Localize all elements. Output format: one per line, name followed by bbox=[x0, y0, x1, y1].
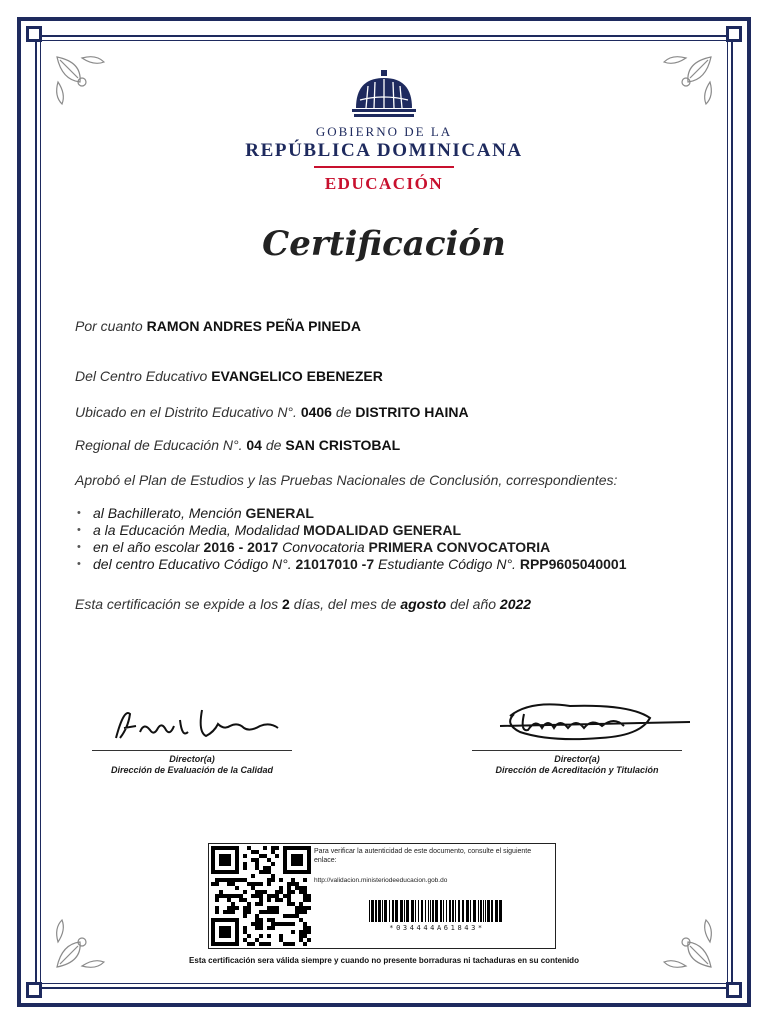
expide-label: Esta certificación se expide a los bbox=[75, 596, 279, 612]
distrito-number: 0406 bbox=[300, 404, 332, 420]
gobierno-label: GOBIERNO DE LA bbox=[315, 124, 453, 139]
education-label: EDUCACIÓN bbox=[324, 174, 444, 193]
left-signer-role: Director(a) bbox=[169, 754, 215, 764]
convocatoria-value: PRIMERA CONVOCATORIA bbox=[368, 539, 551, 555]
left-signature-icon bbox=[110, 702, 290, 746]
por-cuanto-line bbox=[75, 318, 361, 334]
certificate-title: Certificación bbox=[262, 224, 506, 264]
left-signer-department: Dirección de Evaluación de la Calidad bbox=[110, 765, 274, 775]
aprobo-line bbox=[75, 472, 617, 488]
issue-day: 2 bbox=[282, 596, 290, 612]
corner-square-tl bbox=[26, 26, 42, 42]
student-name: RAMON ANDRES PEÑA PINEDA bbox=[146, 318, 362, 334]
regional-label: Regional de Educación N°. bbox=[75, 437, 243, 453]
validity-note: Esta certificación sera válida siempre y cuando no presente borraduras ni tachaduras en su contenido bbox=[189, 956, 579, 965]
corner-square-bl bbox=[26, 982, 42, 998]
study-details-list bbox=[75, 505, 626, 573]
expide-month-label: días, del mes de bbox=[293, 596, 397, 612]
republica-label: REPÚBLICA DOMINICANA bbox=[245, 140, 523, 161]
corner-square-br bbox=[726, 982, 742, 998]
center-code-label: del centro Educativo Código N°. bbox=[93, 556, 292, 572]
right-signer-role: Director(a) bbox=[554, 754, 600, 764]
distrito-line bbox=[75, 404, 469, 420]
school-year-value: 2016 - 2017 bbox=[203, 539, 279, 555]
issue-year: 2022 bbox=[499, 596, 532, 612]
bachillerato-label: al Bachillerato, Mención bbox=[93, 505, 242, 521]
school-year-label: en el año escolar bbox=[93, 539, 200, 555]
de-label: de bbox=[335, 404, 352, 420]
distrito-label: Ubicado en el Distrito Educativo N°. bbox=[75, 404, 297, 420]
dome-seal-icon bbox=[350, 68, 418, 120]
por-cuanto-label: Por cuanto bbox=[75, 318, 143, 334]
corner-square-tr bbox=[726, 26, 742, 42]
mencion-value: GENERAL bbox=[245, 505, 314, 521]
centro-line bbox=[75, 368, 383, 384]
list-item bbox=[93, 539, 626, 556]
barcode-number: *034444A61843* bbox=[389, 924, 485, 932]
verification-instructions: Para verificar la autenticidad de este documento, consulte el siguiente enlace: bbox=[314, 848, 532, 864]
aprobo-text: Aprobó el Plan de Estudios y las Pruebas Nacionales de Conclusión, correspondientes: bbox=[75, 472, 618, 488]
government-header bbox=[0, 68, 768, 194]
header-divider bbox=[314, 166, 454, 168]
left-signature-line bbox=[92, 750, 292, 751]
barcode-icon bbox=[369, 900, 505, 922]
right-signature-line bbox=[472, 750, 682, 751]
list-item bbox=[93, 556, 626, 573]
modalidad-label: a la Educación Media, Modalidad bbox=[93, 522, 300, 538]
issue-date-line bbox=[75, 596, 531, 612]
center-code-value: 21017010 -7 bbox=[295, 556, 375, 572]
list-item bbox=[93, 522, 626, 539]
right-signature-icon bbox=[490, 696, 700, 750]
centro-name: EVANGELICO EBENEZER bbox=[211, 368, 383, 384]
student-code-label: Estudiante Código N°. bbox=[378, 556, 516, 572]
verification-box bbox=[208, 843, 556, 949]
regional-name: SAN CRISTOBAL bbox=[285, 437, 401, 453]
modalidad-value: MODALIDAD GENERAL bbox=[303, 522, 462, 538]
convocatoria-label: Convocatoria bbox=[282, 539, 365, 555]
issue-month: agosto bbox=[400, 596, 447, 612]
regional-line bbox=[75, 437, 400, 453]
list-item bbox=[93, 505, 626, 522]
right-signer-department: Dirección de Acreditación y Titulación bbox=[495, 765, 659, 775]
de-label: de bbox=[265, 437, 282, 453]
qr-code-icon[interactable] bbox=[211, 846, 311, 946]
expide-year-label: del año bbox=[450, 596, 497, 612]
regional-number: 04 bbox=[246, 437, 262, 453]
student-code-value: RPP9605040001 bbox=[519, 556, 627, 572]
verification-url[interactable]: http://validacion.ministeriodeeducacion.gob.do bbox=[314, 877, 448, 884]
distrito-name: DISTRITO HAINA bbox=[355, 404, 469, 420]
centro-label: Del Centro Educativo bbox=[75, 368, 208, 384]
